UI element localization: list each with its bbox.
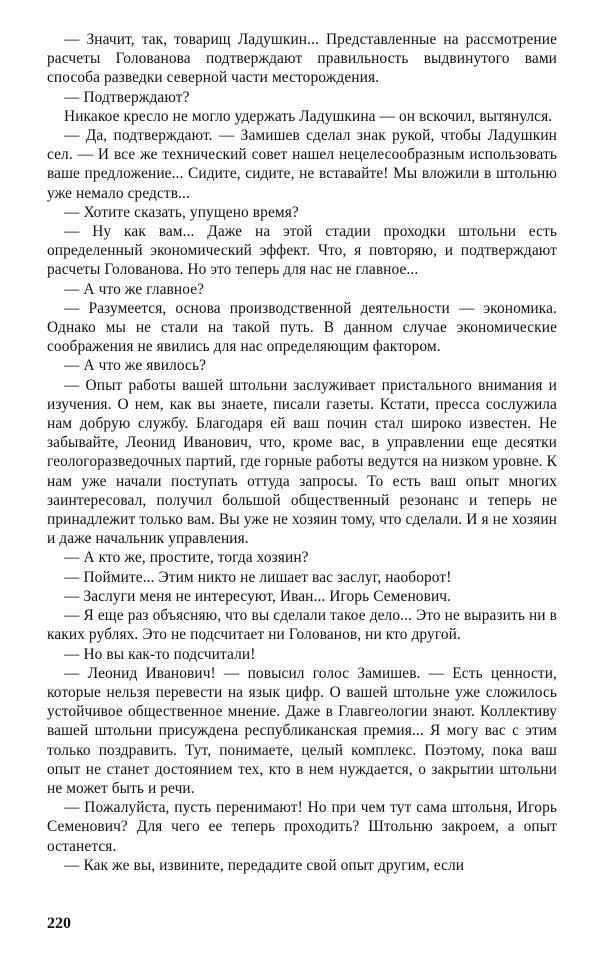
page-number: 220 (47, 915, 71, 932)
paragraph: — Опыт работы вашей штольни заслуживает пристального внимания и изучения. О нем, как вы знаете, писали газеты. Кстати, пресса сослужила нам добрую службу. Благодаря ей ваш почин стал широко известен. Не забывайте, Леонид Иванович, что, кроме вас, в управлении еще десятки геологоразведочных партий, где горные работы ведутся на низком уровне. К нам уже начали поступать оттуда запросы. То есть ваш опыт многих заинтересовал, получил большой общественный резонанс и теперь не принадлежит только вам. Вы уже не хозяин тому, что сделали. И я не хозяин и даже начальник управления. (47, 376, 557, 548)
paragraph: — Заслуги меня не интересуют, Иван... Игорь Семенович. (64, 587, 452, 605)
paragraph: — А кто же, простите, тогда хозяин? (64, 549, 309, 567)
paragraph: — Поймите... Этим никто не лишает вас заслуг, наоборот! (64, 568, 452, 586)
paragraph: — Подтверждают? (64, 88, 190, 106)
paragraph: — Как же вы, извините, передадите свой опыт другим, если (64, 856, 465, 874)
paragraph: — Я еще раз объясняю, что вы сделали такое дело... Это не выразить ни в каких рублях. Это не подсчитает ни Голованов, ни кто другой. (47, 607, 557, 644)
paragraph: — Ну как вам... Даже на этой стадии проходки штольни есть определенный экономический эффект. Что, я повторяю, и подтверждают расчеты Голованова. Но это теперь для нас не главное... (47, 223, 557, 279)
paragraph: — А что же явилось? (64, 357, 207, 375)
page-text (47, 30, 557, 875)
paragraph: — Разумеется, основа производственной деятельности — экономика. Однако мы не стали на такой путь. В данном случае экономические соображения не явились для нас определяющим фактором. (47, 299, 557, 356)
paragraph: — Хотите сказать, упущено время? (64, 203, 299, 221)
paragraph: — Леонид Иванович! — повысил голос Замишев. — Есть ценности, которые нельзя перевести на язык цифр. О вашей штольне уже сложилось устойчивое общественное мнение. Даже в Главгеологии знают. Коллективу вашей штольни присуждена республиканская премия... Я могу вас с этим только поздравить. Тут, понимаете, целый комплекс. Поэтому, пока ваш опыт не станет достоянием тех, кто в нем нуждается, о закрытии штольни не может быть и речи. (47, 664, 557, 797)
paragraph: — Пожалуйста, пусть перенимают! Но при чем тут сама штольня, Игорь Семенович? Для чего ее теперь проходить? Штольню закроем, а опыт останется. (47, 799, 557, 855)
paragraph: Никакое кресло не могло удержать Ладушкина — он вскочил, вытянулся. (64, 107, 553, 125)
paragraph: — А что же главное? (64, 280, 205, 298)
paragraph: — Значит, так, товарищ Ладушкин... Представленные на рассмотрение расчеты Голованова подтверждают правильность выдвинутого вами способа разведки северной части месторождения. (47, 31, 557, 87)
paragraph: — Да, подтверждают. — Замишев сделал знак рукой, чтобы Ладушкин сел. — И все же технический совет нашел нецелесообразным использовать ваше предложение... Сидите, сидите, не вставайте! Мы вложили в штольню уже немало средств... (47, 127, 557, 202)
paragraph: — Но вы как-то подсчитали! (64, 645, 256, 663)
